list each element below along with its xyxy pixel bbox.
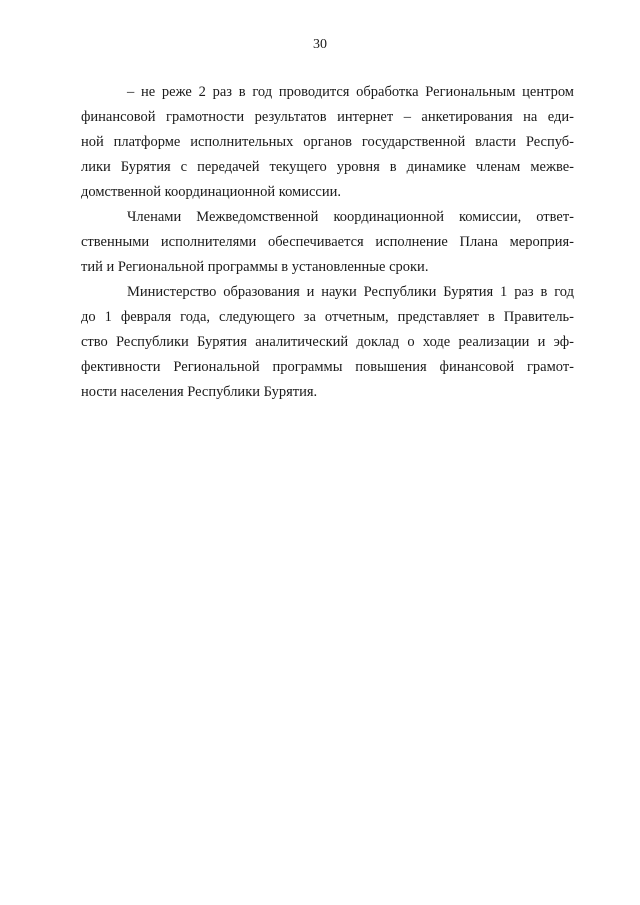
text-line: тий и Региональной программы в установленные сроки. [81,259,429,275]
text-line: финансовой грамотности результатов интернет – анкетирования на еди- [81,109,574,125]
document-body [81,80,574,405]
text-line: – не реже 2 раз в год проводится обработка Региональным центром [127,84,574,100]
paragraph-2 [81,205,574,280]
paragraph-1 [81,80,574,205]
text-line: фективности Региональной программы повышения финансовой грамот- [81,359,574,375]
text-line: домственной координационной комиссии. [81,184,342,200]
page-number: 30 [313,37,327,52]
paragraph-3 [81,280,574,405]
text-line: Министерство образования и науки Республики Бурятия 1 раз в год [127,284,574,300]
text-line: лики Бурятия с передачей текущего уровня в динамике членам межве- [81,159,574,175]
text-line: ственными исполнителями обеспечивается исполнение Плана мероприя- [81,234,574,250]
text-line: до 1 февраля года, следующего за отчетным, представляет в Правитель- [81,309,574,325]
text-line: ности населения Республики Бурятия. [81,384,318,400]
text-line: ство Республики Бурятия аналитический доклад о ходе реализации и эф- [81,334,574,350]
text-line: Членами Межведомственной координационной комиссии, ответ- [127,209,574,225]
text-line: ной платформе исполнительных органов государственной власти Респуб- [81,134,574,150]
